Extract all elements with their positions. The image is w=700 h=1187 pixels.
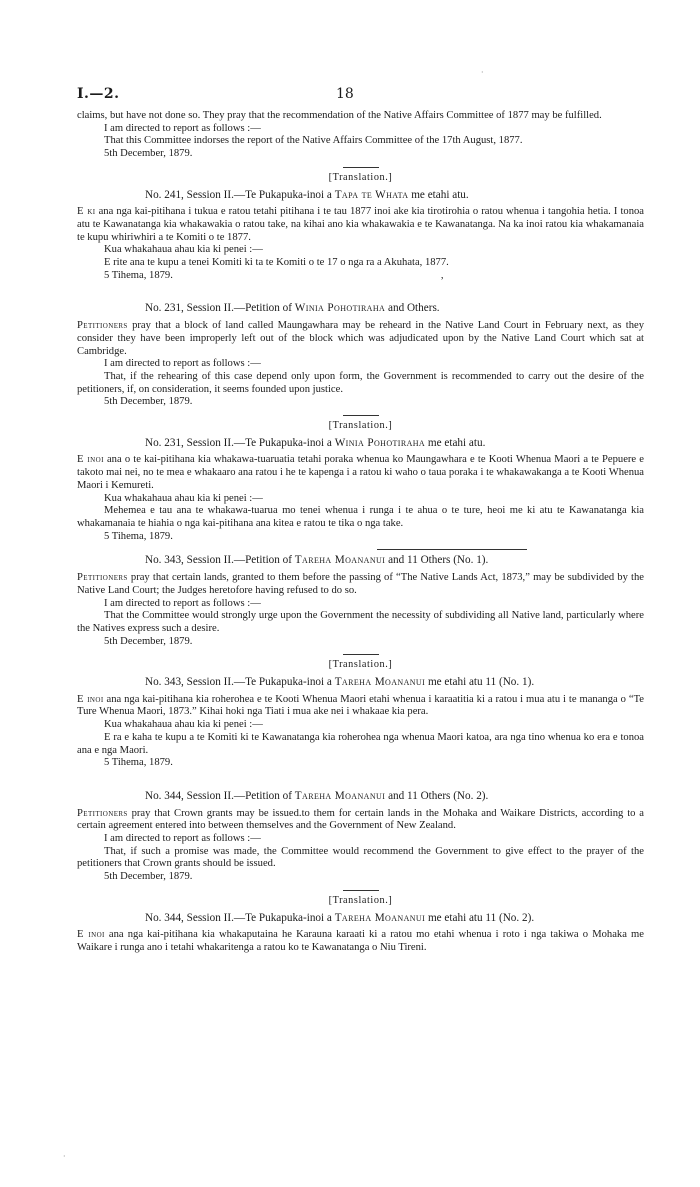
finding: That, if the rehearing of this case depend only upon form, the Government is recommended to carry out the desire of the petitioners, if, on consideration, it seems founded upon justice. bbox=[77, 370, 644, 395]
date: 5th December, 1879. bbox=[104, 148, 193, 160]
speck-mark: · bbox=[481, 68, 484, 77]
petition-231 bbox=[77, 302, 644, 409]
page-number: 18 bbox=[336, 86, 354, 102]
speck-mark: · bbox=[63, 1152, 66, 1161]
date: 5 Tihema, 1879. bbox=[104, 530, 173, 542]
finding: Mehemea e tau ana te whakawa-tuarua mo tenei whenua i runga i te ahua o te ture, heoi me ki atu te Kawanatanga kia whakamanaia te hiahia o nga kai-pitihana ana kitea e ratou te tika o nga take. bbox=[77, 505, 644, 529]
date: 5th December, 1879. bbox=[104, 635, 193, 647]
finding: That this Committee indorses the report of the Native Affairs Committee of the 17th August, 1877. bbox=[104, 135, 523, 147]
document-body bbox=[77, 110, 644, 955]
petition-body: Petitioners pray that a block of land called Maungawhara may be reheard in the Native Land Court in February next, as they consider they have been improperly left out of the block which was adjudicated upon by the Native Land Court which sat at Cambridge. bbox=[77, 320, 645, 357]
divider bbox=[343, 654, 379, 655]
petition-title: No. 343, Session II.—Petition of Tareha Moananui and 11 Others (No. 1). bbox=[145, 554, 489, 567]
directive: I am directed to report as follows :— bbox=[104, 122, 261, 134]
petition-title: No. 231, Session II.—Te Pukapuka-inoi a Winia Pohotiraha me etahi atu. bbox=[145, 436, 486, 449]
finding: E ra e kaha te kupu a te Komiti ki te Kawanatanga kia roherohea nga whenua Maori katoa, ara nga tino whenua ko era e tonoa ana e nga Maori. bbox=[77, 731, 644, 756]
paragraph: claims, but have not done so. They pray that the recommendation of the Native Affairs Committee of 1877 may be fulfilled. bbox=[77, 110, 602, 121]
directive: I am directed to report as follows :— bbox=[104, 358, 261, 370]
continuation-block bbox=[77, 110, 644, 161]
divider bbox=[343, 415, 379, 416]
date: 5 Tihema, 1879. bbox=[104, 757, 173, 769]
date: 5 Tihema, 1879. , bbox=[104, 269, 444, 281]
petition-title: No. 241, Session II.—Te Pukapuka-inoi a Tapa te Whata me etahi atu. bbox=[145, 188, 469, 201]
directive: I am directed to report as follows :— bbox=[104, 833, 261, 845]
petition-body: E inoi ana nga kai-pitihana kia whakaputaina he Karauna karaati ki a ratou mo etahi whenua i roto i nga takiwa o Mohaka me Waikare i runga ano i tetahi whakaritenga a ratou ko te Kawanatanga o Niu Tireni. bbox=[77, 929, 644, 953]
petition-343 bbox=[77, 554, 644, 648]
petition-body: Petitioners pray that certain lands, granted to them before the passing of “The Native Lands Act, 1873,” may be subdivided by the Native Land Court; the Judges heretofore having refused to do so. bbox=[77, 572, 644, 596]
directive: Kua whakahaua ahau kia ki penei :— bbox=[104, 244, 263, 256]
petition-body: E ki ana nga kai-pitihana i tukua e ratou tetahi pitihana i te tau 1877 inoi ake kia tirotirohia o ratou whenua i tangohia hetia. I tonoa atu te Kawanatanga kia whakawakia o ratou take, na kihai ano kia whakawakia e te Kawanatanga. Na ka inoi ratou kia whakamanaia te kupu whiriwhiri a te Komiti o te 1877. bbox=[77, 206, 644, 243]
translation-label: [Translation.] bbox=[328, 659, 393, 671]
translation-label: [Translation.] bbox=[328, 171, 393, 183]
divider bbox=[343, 167, 379, 168]
petition-title: No. 344, Session II.—Petition of Tareha Moananui and 11 Others (No. 2). bbox=[145, 789, 489, 802]
petition-title: No. 344, Session II.—Te Pukapuka-inoi a Tareha Moananui me etahi atu 11 (No. 2). bbox=[145, 911, 535, 924]
petition-title: No. 343, Session II.—Te Pukapuka-inoi a Tareha Moananui me etahi atu 11 (No. 1). bbox=[145, 676, 535, 689]
directive: I am directed to report as follows :— bbox=[104, 597, 261, 609]
finding: E rite ana te kupu a tenei Komiti ki ta te Komiti o te 17 o nga ra a Akuhata, 1877. bbox=[104, 257, 449, 269]
divider bbox=[343, 890, 379, 891]
petition-body: E inoi ana o te kai-pitihana kia whakawa-tuaruatia tetahi poraka whenua ko Maungawhara e te Kooti Whenua Maori a te Pepuere e takoto mai nei, no te mea e whakaaro ana ratou i he te kapenga i a ratou ki waho o taua poraka i te whakawakanga a te Kooti Whenua Maori i Kemureti. bbox=[77, 454, 644, 491]
translation-label: [Translation.] bbox=[328, 894, 393, 906]
petition-translation-343 bbox=[77, 659, 644, 770]
petition-translation-344 bbox=[77, 895, 644, 955]
translation-label: [Translation.] bbox=[328, 420, 393, 432]
finding: That, if such a promise was made, the Committee would recommend the Government to give effect to the prayer of the petitioners that Crown grants should be issued. bbox=[77, 845, 644, 870]
petition-body: Petitioners pray that Crown grants may be issued.to them for certain lands in the Mohaka and Waikare Districts, according to a certain agreement entered into between themselves and the Government of New Zealand. bbox=[77, 807, 644, 832]
petition-translation-231 bbox=[77, 420, 644, 543]
document-reference: I.—2. bbox=[77, 86, 120, 102]
directive: Kua whakahaua ahau kia ki penei :— bbox=[104, 492, 263, 504]
date: 5th December, 1879. bbox=[104, 396, 193, 408]
date: 5th December, 1879. bbox=[104, 871, 193, 883]
petition-body: E inoi ana nga kai-pitihana kia roherohea e te Kooti Whenua Maori etahi whenua i karaatitia ki a ratou i mua atu i te mananga o “Te Ture Whenua Maori, 1873.” Kihai hoki nga Tiati i mua ake nei i whakaae kia pera. bbox=[77, 693, 645, 718]
petition-translation-241 bbox=[77, 172, 644, 283]
directive: Kua whakahaua ahau kia ki penei :— bbox=[104, 719, 263, 731]
divider bbox=[377, 549, 527, 550]
petition-344 bbox=[77, 790, 644, 884]
finding: That the Committee would strongly urge upon the Government the necessity of subdividing all Native land, particularly where the Natives express such a desire. bbox=[77, 610, 644, 634]
petition-title: No. 231, Session II.—Petition of Winia Pohotiraha and Others. bbox=[145, 302, 440, 315]
